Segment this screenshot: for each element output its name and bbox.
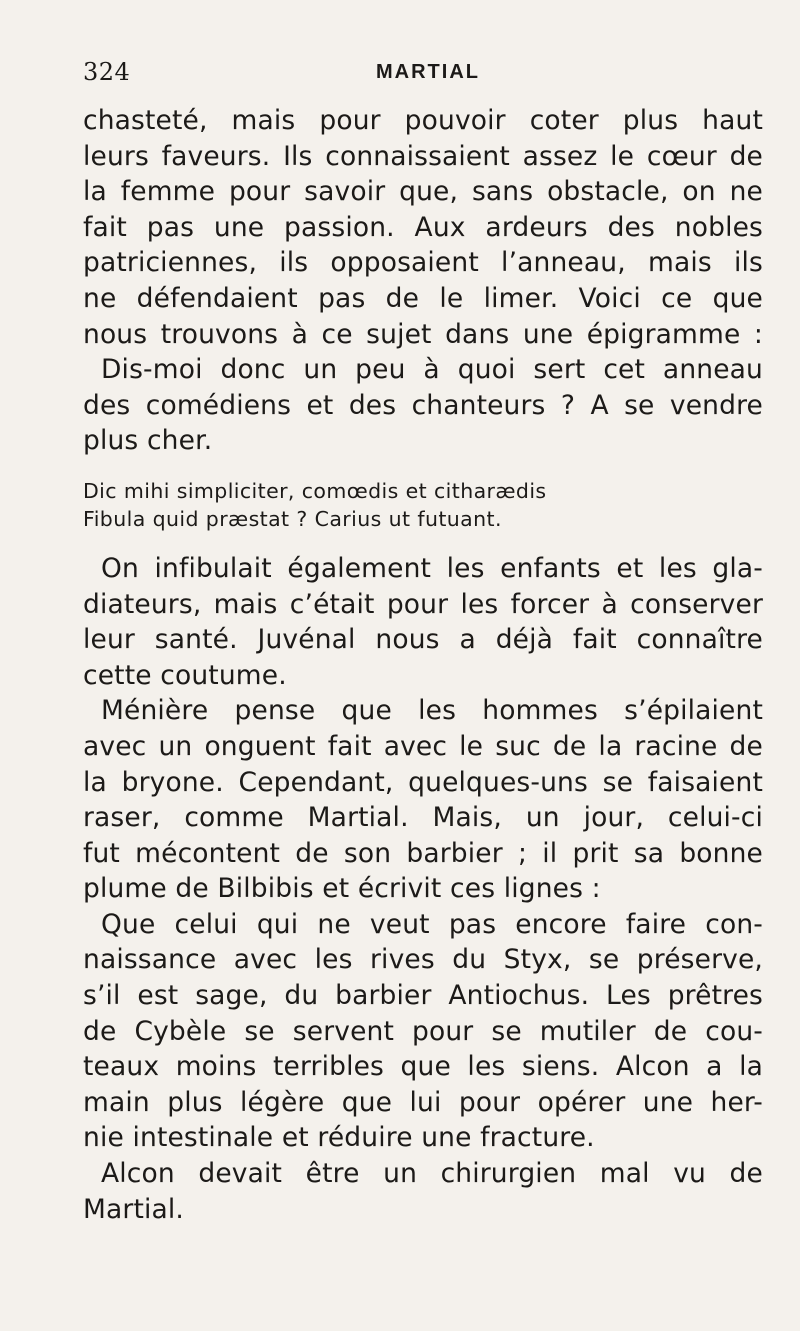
paragraph-5 (83, 907, 763, 1156)
text-line: teaux moins terribles que les siens. Alcon a la (83, 1051, 763, 1083)
text-line: On infibulait également les enfants et les gla- (101, 552, 763, 584)
text-line: de Cybèle se servent pour se mutiler de cou- (83, 1015, 763, 1047)
text-line: diateurs, mais c’était pour les forcer à conserver (83, 588, 763, 620)
text-line: cette coutume. (83, 659, 287, 691)
text-line: main plus légère que lui pour opérer une her- (83, 1086, 763, 1118)
text-line: leur santé. Juvénal nous a déjà fait connaître (83, 624, 763, 656)
text-line: leurs faveurs. Ils connaissaient assez le cœur de (83, 140, 763, 172)
text-line: plume de Bilbibis et écrivit ces lignes : (83, 873, 601, 905)
paragraph-6 (83, 1156, 763, 1227)
paragraph-3 (83, 551, 763, 693)
body-text (83, 103, 763, 1227)
running-head (83, 52, 743, 92)
text-line: s’il est sage, du barbier Antiochus. Les prêtres (83, 980, 763, 1012)
text-line: des comédiens et des chanteurs ? A se vendre (83, 389, 763, 421)
text-line: nie intestinale et réduire une fracture. (83, 1122, 595, 1154)
text-line: nous trouvons à ce sujet dans une épigramme : (83, 318, 763, 350)
text-line: Dis-moi donc un peu à quoi sert cet anneau (101, 354, 763, 386)
text-line: chasteté, mais pour pouvoir coter plus haut (83, 105, 763, 136)
paragraph-4 (83, 693, 763, 907)
running-title: MARTIAL (376, 61, 480, 83)
verse-line: Dic mihi simpliciter, comœdis et citharædis (83, 478, 547, 503)
text-line: Ménière pense que les hommes s’épilaient (101, 695, 763, 727)
paragraph-2 (83, 352, 763, 459)
text-line: Alcon devait être un chirurgien mal vu de (101, 1158, 763, 1190)
paragraph-1 (83, 103, 763, 352)
text-line: la bryone. Cependant, quelques-uns se faisaient (83, 766, 763, 798)
text-line: avec un onguent fait avec le suc de la racine de (83, 730, 763, 762)
text-line: naissance avec les rives du Styx, se préserve, (83, 944, 763, 976)
verse-line: Fibula quid præstat ? Carius ut futuant. (83, 506, 502, 531)
text-line: Martial. (83, 1193, 184, 1225)
page-number: 324 (83, 58, 131, 86)
text-line: fut mécontent de son barbier ; il prit sa bonne (83, 837, 763, 869)
text-line: Que celui qui ne veut pas encore faire con- (101, 908, 763, 940)
text-line: raser, comme Martial. Mais, un jour, celui-ci (83, 802, 763, 834)
latin-verse (83, 477, 763, 533)
text-line: patriciennes, ils opposaient l’anneau, mais ils (83, 247, 763, 279)
text-line: la femme pour savoir que, sans obstacle, on ne (83, 176, 763, 208)
text-line: plus cher. (83, 425, 213, 457)
text-line: ne défendaient pas de le limer. Voici ce que (83, 282, 763, 314)
text-line: fait pas une passion. Aux ardeurs des nobles (83, 211, 763, 243)
